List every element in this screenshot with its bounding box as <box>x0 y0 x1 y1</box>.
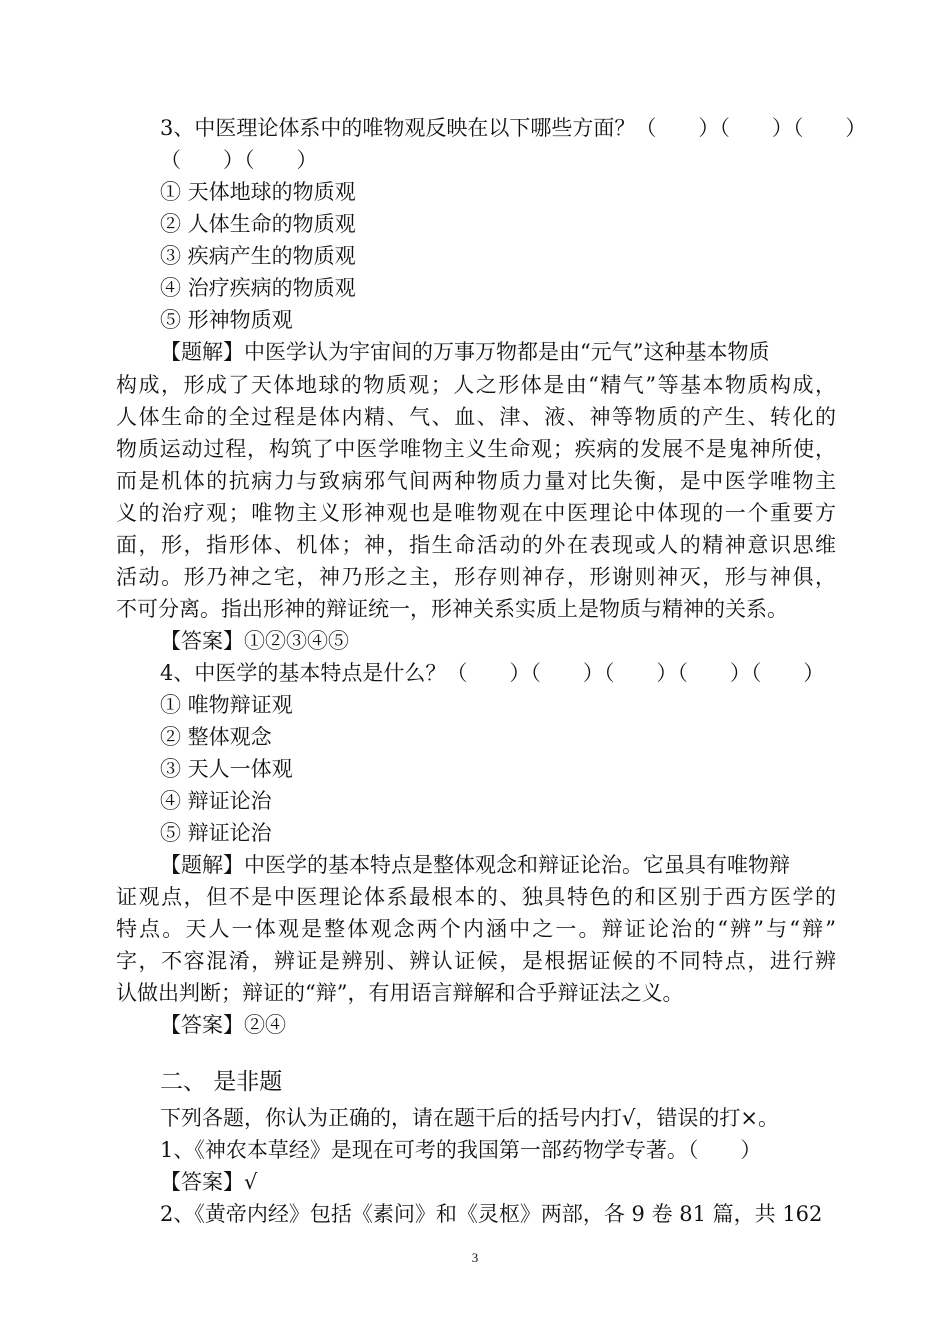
question-3-explanation-line: 物质运动过程，构筑了中医学唯物主义生命观；疾病的发展不是鬼神所使， <box>116 437 836 461</box>
true-false-item-1-answer: 【答案】√ <box>160 1170 258 1194</box>
question-4-explanation-line: 认做出判断；辩证的“辩”，有用语言辩解和合乎辩证法之义。 <box>116 981 684 1005</box>
question-3-option-2: ② 人体生命的物质观 <box>160 212 356 236</box>
question-4-option-2: ② 整体观念 <box>160 725 272 749</box>
question-3-explanation-line: 构成，形成了天体地球的物质观；人之形体是由“精气”等基本物质构成， <box>116 373 836 397</box>
question-4-option-5: ⑤ 辩证论治 <box>160 821 272 845</box>
true-false-item-1: 1、《神农本草经》是现在可考的我国第一部药物学专著。（ ） <box>160 1138 762 1162</box>
question-3-option-5: ⑤ 形神物质观 <box>160 308 293 332</box>
question-3-option-3: ③ 疾病产生的物质观 <box>160 244 356 268</box>
page-number: 3 <box>471 1250 479 1265</box>
true-false-item-2: 2、《黄帝内经》包括《素问》和《灵枢》两部，各 9 卷 81 篇，共 162 <box>160 1202 823 1226</box>
question-3-stem-continued: （ ）（ ） <box>160 148 318 172</box>
question-4-stem: 4、中医学的基本特点是什么？（ ）（ ）（ ）（ ）（ ） <box>160 661 825 685</box>
question-3-option-4: ④ 治疗疾病的物质观 <box>160 276 356 300</box>
section-2-heading: 二、 是非题 <box>160 1069 283 1095</box>
question-4-explanation-line: 证观点，但不是中医理论体系最根本的、独具特色的和区别于西方医学的 <box>116 885 836 909</box>
question-4-option-4: ④ 辩证论治 <box>160 789 272 813</box>
question-4-option-1: ① 唯物辩证观 <box>160 693 293 717</box>
question-3-explanation-line: 而是机体的抗病力与致病邪气间两种物质力量对比失衡，是中医学唯物主 <box>116 469 836 493</box>
question-3-option-1: ① 天体地球的物质观 <box>160 180 356 204</box>
question-3-stem: 3、中医理论体系中的唯物观反映在以下哪些方面？（ ）（ ）（ ） <box>160 116 867 140</box>
question-4-explanation-line: 【题解】中医学的基本特点是整体观念和辩证论治。它虽具有唯物辩 <box>160 853 790 877</box>
question-4-option-3: ③ 天人一体观 <box>160 757 293 781</box>
question-3-explanation-line: 义的治疗观；唯物主义形神观也是唯物观在中医理论中体现的一个重要方 <box>116 501 836 525</box>
question-3-explanation-line: 面，形，指形体、机体；神，指生命活动的外在表现或人的精神意识思维 <box>116 533 836 557</box>
question-4-answer: 【答案】②④ <box>160 1013 286 1037</box>
question-3-explanation-line: 【题解】中医学认为宇宙间的万事万物都是由“元气”这种基本物质 <box>160 340 770 364</box>
question-4-explanation-line: 字，不容混淆，辨证是辨别、辨认证候，是根据证候的不同特点，进行辨 <box>116 949 836 973</box>
section-2-instruction: 下列各题，你认为正确的，请在题干后的括号内打√，错误的打×。 <box>160 1106 779 1130</box>
question-3-explanation-line: 不可分离。指出形神的辩证统一，形神关系实质上是物质与精神的关系。 <box>116 597 788 621</box>
question-4-explanation-line: 特点。天人一体观是整体观念两个内涵中之一。辩证论治的“辨”与“辩” <box>116 917 836 941</box>
question-3-answer: 【答案】①②③④⑤ <box>160 629 349 653</box>
question-3-explanation-line: 人体生命的全过程是体内精、气、血、津、液、神等物质的产生、转化的 <box>116 405 836 429</box>
question-3-explanation-line: 活动。形乃神之宅，神乃形之主，形存则神存，形谢则神灭，形与神俱， <box>116 565 836 589</box>
